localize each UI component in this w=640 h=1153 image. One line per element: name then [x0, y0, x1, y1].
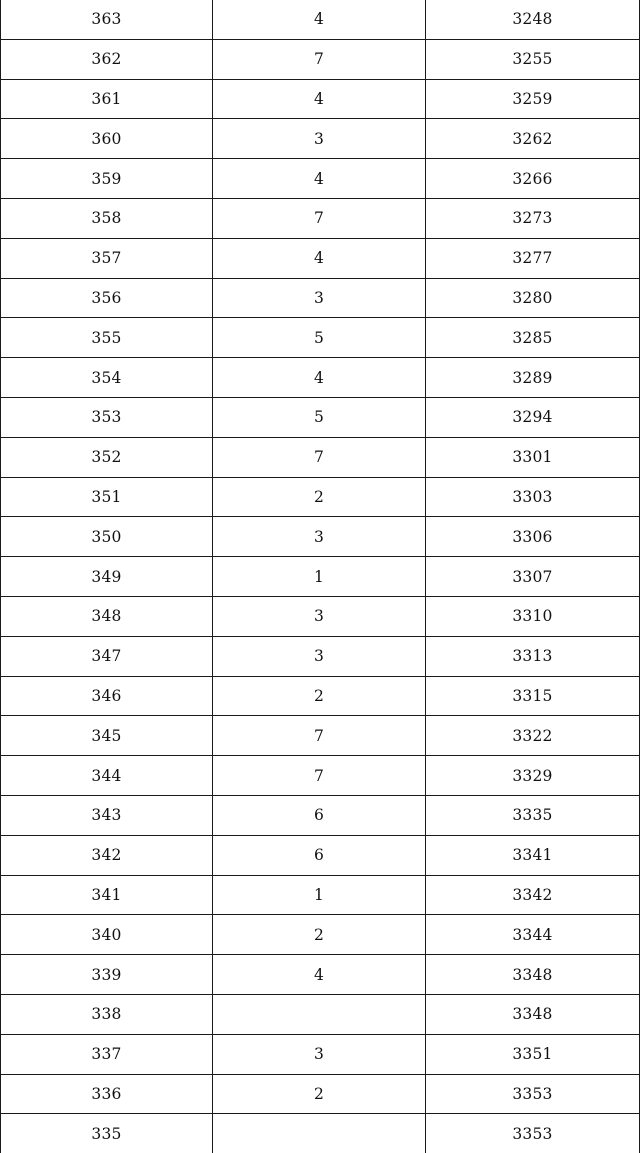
score-cell: 350: [1, 517, 213, 557]
score-cell: 344: [1, 756, 213, 796]
count-cell: 3: [213, 119, 426, 159]
table-row: [1, 278, 640, 318]
score-cell: 359: [1, 159, 213, 199]
score-cell: 363: [1, 0, 213, 39]
count-cell: 3: [213, 1034, 426, 1074]
table-row: [1, 238, 640, 278]
table-row: [1, 716, 640, 756]
cumulative-cell: 3310: [426, 596, 640, 636]
cumulative-cell: 3303: [426, 477, 640, 517]
score-cell: 347: [1, 636, 213, 676]
cumulative-cell: 3262: [426, 119, 640, 159]
count-cell: 5: [213, 397, 426, 437]
score-cell: 357: [1, 238, 213, 278]
score-cell: 351: [1, 477, 213, 517]
score-cell: 355: [1, 318, 213, 358]
table-row: [1, 119, 640, 159]
count-cell: 2: [213, 477, 426, 517]
count-cell: [213, 1114, 426, 1153]
score-cell: 352: [1, 437, 213, 477]
table-row: [1, 955, 640, 995]
count-cell: 7: [213, 716, 426, 756]
score-cell: 341: [1, 875, 213, 915]
table-row: [1, 39, 640, 79]
score-cell: 339: [1, 955, 213, 995]
cumulative-cell: 3348: [426, 994, 640, 1034]
score-cell: 346: [1, 676, 213, 716]
count-cell: 2: [213, 1074, 426, 1114]
count-cell: 6: [213, 795, 426, 835]
score-cell: 349: [1, 557, 213, 597]
score-cell: 336: [1, 1074, 213, 1114]
count-cell: 3: [213, 596, 426, 636]
table-row: [1, 437, 640, 477]
table-row: [1, 318, 640, 358]
table-row: [1, 596, 640, 636]
table-row: [1, 1074, 640, 1114]
count-cell: 2: [213, 915, 426, 955]
score-cell: 335: [1, 1114, 213, 1153]
table-row: [1, 835, 640, 875]
cumulative-cell: 3344: [426, 915, 640, 955]
table-row: [1, 79, 640, 119]
count-cell: 6: [213, 835, 426, 875]
table-row: [1, 1114, 640, 1153]
score-cell: 361: [1, 79, 213, 119]
score-cell: 345: [1, 716, 213, 756]
cumulative-cell: 3259: [426, 79, 640, 119]
count-cell: 4: [213, 358, 426, 398]
table-row: [1, 636, 640, 676]
cumulative-cell: 3322: [426, 716, 640, 756]
cumulative-cell: 3353: [426, 1114, 640, 1153]
count-cell: 3: [213, 636, 426, 676]
cumulative-cell: 3289: [426, 358, 640, 398]
table-row: [1, 397, 640, 437]
score-cell: 342: [1, 835, 213, 875]
cumulative-cell: 3348: [426, 955, 640, 995]
score-cell: 358: [1, 198, 213, 238]
count-cell: 4: [213, 79, 426, 119]
count-cell: 1: [213, 557, 426, 597]
cumulative-cell: 3306: [426, 517, 640, 557]
count-cell: 4: [213, 955, 426, 995]
cumulative-cell: 3342: [426, 875, 640, 915]
table-body: [1, 0, 640, 1153]
count-cell: 3: [213, 278, 426, 318]
cumulative-cell: 3313: [426, 636, 640, 676]
score-cell: 343: [1, 795, 213, 835]
score-cell: 354: [1, 358, 213, 398]
cumulative-cell: 3329: [426, 756, 640, 796]
score-cell: 348: [1, 596, 213, 636]
cumulative-cell: 3294: [426, 397, 640, 437]
count-cell: [213, 994, 426, 1034]
count-cell: 5: [213, 318, 426, 358]
cumulative-cell: 3273: [426, 198, 640, 238]
table-row: [1, 358, 640, 398]
count-cell: 2: [213, 676, 426, 716]
table-row: [1, 198, 640, 238]
table-row: [1, 875, 640, 915]
score-cell: 360: [1, 119, 213, 159]
cumulative-cell: 3285: [426, 318, 640, 358]
cumulative-cell: 3307: [426, 557, 640, 597]
cumulative-cell: 3255: [426, 39, 640, 79]
score-cell: 356: [1, 278, 213, 318]
table-row: [1, 1034, 640, 1074]
table-row: [1, 676, 640, 716]
count-cell: 4: [213, 0, 426, 39]
cumulative-cell: 3315: [426, 676, 640, 716]
table-row: [1, 477, 640, 517]
table-row: [1, 915, 640, 955]
table-row: [1, 0, 640, 39]
cumulative-cell: 3277: [426, 238, 640, 278]
cumulative-cell: 3248: [426, 0, 640, 39]
table-row: [1, 557, 640, 597]
cumulative-cell: 3301: [426, 437, 640, 477]
cumulative-cell: 3280: [426, 278, 640, 318]
cumulative-cell: 3266: [426, 159, 640, 199]
score-cell: 338: [1, 994, 213, 1034]
count-cell: 7: [213, 39, 426, 79]
count-cell: 7: [213, 437, 426, 477]
cumulative-cell: 3341: [426, 835, 640, 875]
score-cell: 353: [1, 397, 213, 437]
table-row: [1, 159, 640, 199]
score-cell: 337: [1, 1034, 213, 1074]
count-cell: 3: [213, 517, 426, 557]
count-cell: 7: [213, 198, 426, 238]
table-row: [1, 517, 640, 557]
table-row: [1, 756, 640, 796]
score-cell: 362: [1, 39, 213, 79]
table-row: [1, 994, 640, 1034]
cumulative-cell: 3353: [426, 1074, 640, 1114]
count-cell: 1: [213, 875, 426, 915]
count-cell: 4: [213, 238, 426, 278]
count-cell: 4: [213, 159, 426, 199]
cumulative-cell: 3335: [426, 795, 640, 835]
table-row: [1, 795, 640, 835]
cumulative-cell: 3351: [426, 1034, 640, 1074]
count-cell: 7: [213, 756, 426, 796]
score-cell: 340: [1, 915, 213, 955]
